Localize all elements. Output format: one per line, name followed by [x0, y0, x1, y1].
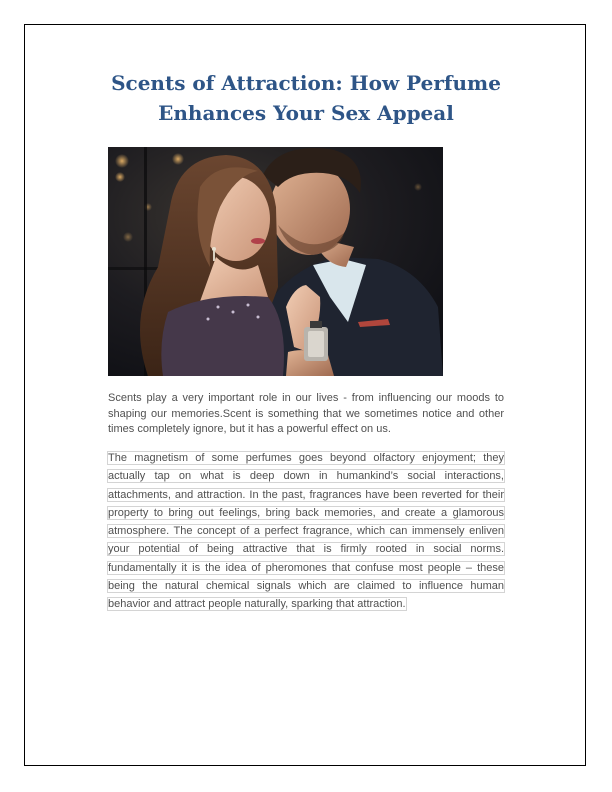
highlighted-text: The magnetism of some perfumes goes beyond olfactory enjoyment; they actually tap on what is deep down in humankind’s social interactions, attachments, and attraction. In the past, fragrances have been reverted for their property to bring out feelings, bring back memories, and create a glamorous atmosphere. The concept of a perfect fragrance, which can immensely enliven your potential of being attractive that is firmly rooted in social norms. fundamentally it is the idea of pheromones that confuse most people – these being the natural chemical signals which are claimed to influence human behavior and attract people naturally, sparking that attraction. — [108, 452, 504, 611]
hero-image — [108, 147, 443, 376]
body-paragraph — [108, 449, 504, 614]
intro-paragraph: Scents play a very important role in our lives - from influencing our moods to shaping our memories.Scent is something that we sometimes notice and other times completely ignore, but it has a powerful effect on us. — [108, 392, 504, 435]
article-title: Scents of Attraction: How Perfume Enhances Your Sex Appeal — [111, 71, 501, 125]
